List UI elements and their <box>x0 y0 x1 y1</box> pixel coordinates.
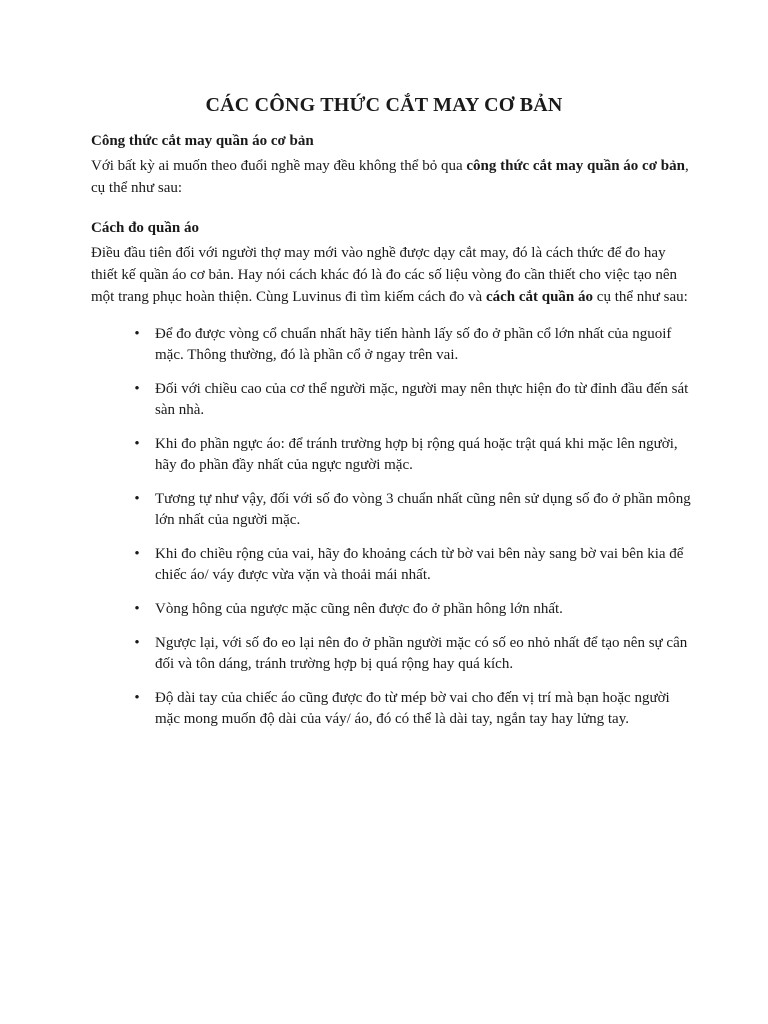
intro-text-start: Với bất kỳ ai muốn theo đuổi nghề may đều không thể bỏ qua <box>91 158 467 174</box>
list-item-text: Ngược lại, với số đo eo lại nên đo ở phần người mặc có số eo nhỏ nhất để tạo nên sự cân đối và tôn dáng, tránh trường hợp bị quá rộng hay quá kích. <box>155 635 688 672</box>
list-item <box>91 489 691 531</box>
list-item-text: Đối với chiều cao của cơ thể người mặc, người may nên thực hiện đo từ đỉnh đầu đến sát sàn nhà. <box>155 381 689 418</box>
measuring-paragraph <box>91 242 691 308</box>
list-item-text: Vòng hông của ngược mặc cũng nên được đo ở phần hông lớn nhất. <box>155 601 563 617</box>
list-item-text: Khi đo phần ngực áo: để tránh trường hợp bị rộng quá hoặc trật quá khi mặc lên người, hãy đo phần đầy nhất của ngực người mặc. <box>155 436 678 473</box>
measurement-list <box>91 324 691 730</box>
bullet-icon: • <box>134 601 140 617</box>
list-item-text: Khi đo chiều rộng của vai, hãy đo khoảng cách từ bờ vai bên này sang bờ vai bên kia để chiếc áo/ váy được vừa vặn và thoải mái nhất. <box>155 546 684 583</box>
list-item <box>91 544 691 586</box>
intro-text-end: , cụ thể như sau: <box>91 158 689 196</box>
list-item-text: Độ dài tay của chiếc áo cũng được đo từ mép bờ vai cho đến vị trí mà bạn hoặc người mặc mong muốn độ dài của váy/ áo, đó có thể là dài tay, ngắn tay hay lửng tay. <box>155 690 670 727</box>
list-item <box>91 324 691 366</box>
intro-paragraph <box>91 155 691 199</box>
section-heading-measuring: Cách đo quần áo <box>91 220 199 236</box>
bullet-icon: • <box>134 546 140 562</box>
measuring-text-start: Điều đầu tiên đối với người thợ may mới vào nghề được dạy cắt may, đó là cách thức để đo hay thiết kế quần áo cơ bản. Hay nói cách khác đó là đo các số liệu vòng đo cần thiết cho việc tạo nên một trang phục hoàn thiện. Cùng Luvinus đi tìm kiếm cách đo và <box>91 245 678 305</box>
intro-text-bold: công thức cắt may quần áo cơ bản <box>466 158 685 174</box>
list-item-text: Để đo được vòng cổ chuẩn nhất hãy tiến hành lấy số đo ở phần cổ lớn nhất của nguoif mặc. Thông thường, đó là phần cổ ở ngay trên vai. <box>155 326 672 363</box>
section-heading-cutting-formula: Công thức cắt may quần áo cơ bản <box>91 133 314 149</box>
list-item <box>91 633 691 675</box>
bullet-icon: • <box>134 381 140 397</box>
measuring-text-bold: cách cắt quần áo <box>485 289 594 305</box>
list-item <box>91 688 691 730</box>
bullet-icon: • <box>134 326 140 342</box>
bullet-icon: • <box>134 436 140 452</box>
document-body <box>91 130 691 743</box>
measuring-text-end: cụ thể như sau: <box>593 289 688 305</box>
document-title: CÁC CÔNG THỨC CẮT MAY CƠ BẢN <box>205 94 563 116</box>
list-item <box>91 434 691 476</box>
bullet-icon: • <box>134 635 140 651</box>
list-item-text: Tương tự như vậy, đối với số đo vòng 3 chuẩn nhất cũng nên sử dụng số đo ở phần mông lớn nhất của người mặc. <box>155 491 691 528</box>
bullet-icon: • <box>134 690 140 706</box>
bullet-icon: • <box>134 491 140 507</box>
list-item <box>91 599 691 620</box>
list-item <box>91 379 691 421</box>
